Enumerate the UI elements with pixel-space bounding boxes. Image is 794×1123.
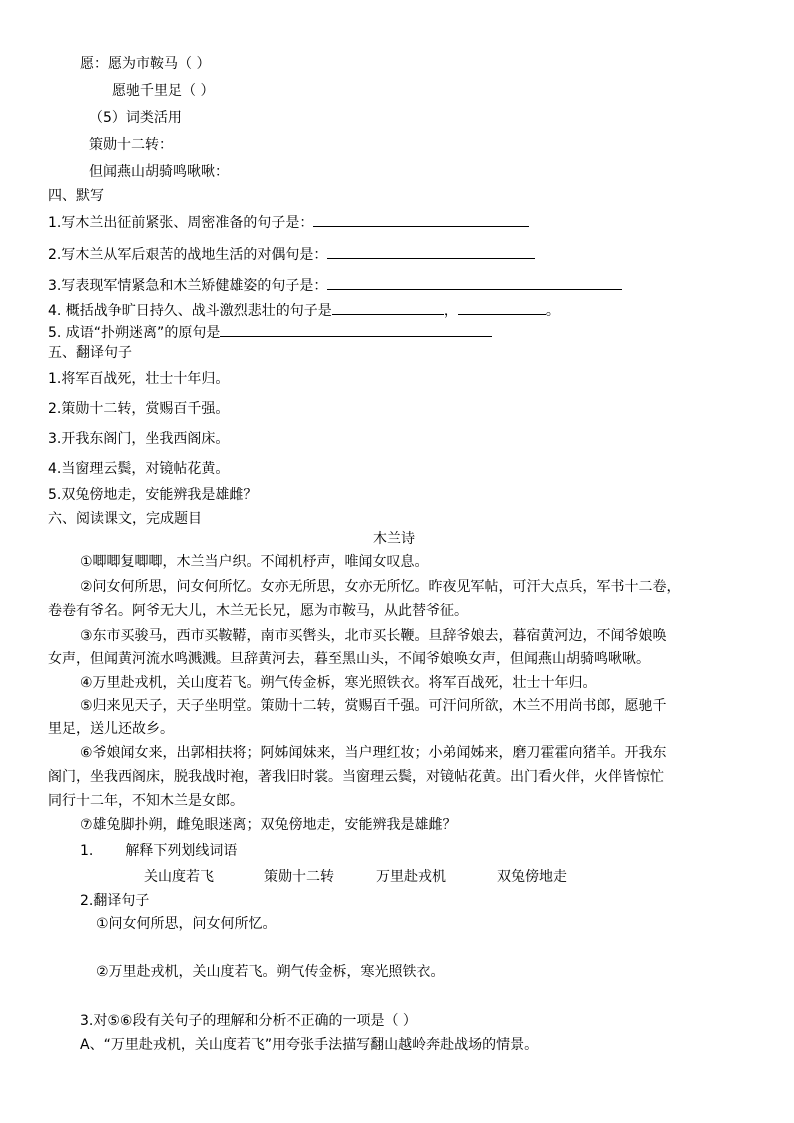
- question-1-number: 1.: [80, 843, 94, 859]
- poem-para-2b: 卷卷有爷名。阿爷无大儿，木兰无长兄，愿为市鞍马，从此替爷征。: [48, 603, 468, 619]
- poem-para-7: ⑦雄兔脚扑朔，雌兔眼迷离；双兔傍地走，安能辨我是雄雌？: [80, 817, 457, 833]
- yuan-item-2: 愿驰千里足（ ）: [112, 83, 215, 99]
- recite-q1-blank[interactable]: [313, 212, 529, 227]
- question-1-item-4: 双兔傍地走: [497, 869, 567, 885]
- recite-q5-text: 5. 成语“扑朔迷离”的原句是: [48, 325, 221, 341]
- poem-title: 木兰诗: [373, 531, 415, 547]
- recite-q3: [48, 275, 622, 295]
- translate-s2: 2.策勋十二转，赏赐百千强。: [48, 401, 230, 417]
- recite-q4-sep: ，: [443, 303, 458, 319]
- recite-q3-blank[interactable]: [327, 275, 622, 290]
- recite-q5-blank[interactable]: [220, 322, 492, 337]
- yuan-item-1: 愿为市鞍马（ ）: [108, 56, 211, 72]
- question-1-item-1: 关山度若飞: [144, 869, 214, 885]
- recite-q3-text: 3.写表现军情紧急和木兰矫健雄姿的句子是：: [48, 278, 328, 294]
- recite-q1-text: 1.写木兰出征前紧张、周密准备的句子是：: [48, 215, 314, 231]
- poem-para-3a: ③东市买骏马，西市买鞍鞯，南市买辔头，北市买长鞭。旦辞爷娘去，暮宿黄河边，不闻爷娘唤: [80, 628, 667, 644]
- poem-para-1: ①唧唧复唧唧，木兰当户织。不闻机杼声，唯闻女叹息。: [80, 554, 429, 570]
- question-2-b: ②万里赴戎机，关山度若飞。朔气传金柝，寒光照铁衣。: [96, 964, 445, 980]
- poem-para-3b: 女声，但闻黄河流水鸣溅溅。旦辞黄河去，暮至黑山头，不闻爷娘唤女声，但闻燕山胡骑鸣啾啾。: [48, 651, 650, 667]
- poem-para-4: ④万里赴戎机，关山度若飞。朔气传金柝，寒光照铁衣。将军百战死，壮士十年归。: [80, 675, 597, 691]
- question-2-a: ①问女何所思，问女何所忆。: [96, 916, 277, 932]
- section4-heading: 四、默写: [48, 188, 104, 204]
- recite-q5: [48, 322, 492, 342]
- recite-q2: [48, 244, 535, 264]
- translate-s3: 3.开我东阁门，坐我西阁床。: [48, 431, 230, 447]
- recite-q4-blank-2[interactable]: [458, 300, 546, 315]
- poem-para-6b: 阁门，坐我西阁床，脱我战时袍，著我旧时裳。当窗理云鬓，对镜帖花黄。出门看火伴，火伴皆惊忙: [48, 769, 664, 785]
- question-3: 3.对⑤⑥段有关句子的理解和分析不正确的一项是（ ）: [80, 1013, 417, 1029]
- yuan-label: 愿：: [80, 56, 108, 72]
- question-1: [80, 842, 237, 860]
- poem-para-6c: 同行十二年，不知木兰是女郎。: [48, 793, 244, 809]
- poem-para-5a: ⑤归来见天子，天子坐明堂。策勋十二转，赏赐百千强。可汗问所欲，木兰不用尚书郎，愿驰千: [80, 698, 667, 714]
- poem-para-6a: ⑥爷娘闻女来，出郭相扶将；阿姊闻妹来，当户理红妆；小弟闻姊来，磨刀霍霍向猪羊。开我东: [80, 745, 667, 761]
- translate-s5: 5.双兔傍地走，安能辨我是雄雌？: [48, 487, 258, 503]
- item5-b: 但闻燕山胡骑鸣啾啾：: [89, 164, 229, 180]
- recite-q4: [48, 300, 560, 320]
- recite-q4-end: 。: [545, 303, 560, 319]
- question-1-text: 解释下列划线词语: [125, 843, 238, 859]
- item5-heading: （5）词类活用: [89, 110, 182, 126]
- section6-heading: 六、阅读课文，完成题目: [48, 511, 202, 527]
- recite-q1: [48, 212, 529, 232]
- section5-heading: 五、翻译句子: [48, 345, 132, 361]
- poem-para-2a: ②问女何所思，问女何所忆。女亦无所思，女亦无所忆。昨夜见军帖，可汗大点兵，军书十二卷，: [80, 579, 681, 595]
- recite-q4-blank-1[interactable]: [332, 300, 444, 315]
- poem-para-5b: 里足，送儿还故乡。: [48, 721, 174, 737]
- recite-q2-text: 2.写木兰从军后艰苦的战地生活的对偶句是：: [48, 247, 328, 263]
- translate-s1: 1.将军百战死，壮士十年归。: [48, 371, 230, 387]
- question-2: 2.翻译句子: [80, 893, 150, 909]
- question-1-item-2: 策勋十二转: [264, 869, 334, 885]
- translate-s4: 4.当窗理云鬓，对镜帖花黄。: [48, 461, 230, 477]
- recite-q2-blank[interactable]: [327, 244, 535, 259]
- recite-q4-text: 4. 概括战争旷日持久、战斗激烈悲壮的句子是: [48, 303, 332, 319]
- item5-a: 策勋十二转：: [89, 137, 173, 153]
- question-1-item-3: 万里赴戎机: [376, 869, 446, 885]
- yuan-line-1: [80, 55, 210, 73]
- question-3-option-a: A、“万里赴戎机，关山度若飞”用夸张手法描写翻山越岭奔赴战场的情景。: [80, 1037, 539, 1053]
